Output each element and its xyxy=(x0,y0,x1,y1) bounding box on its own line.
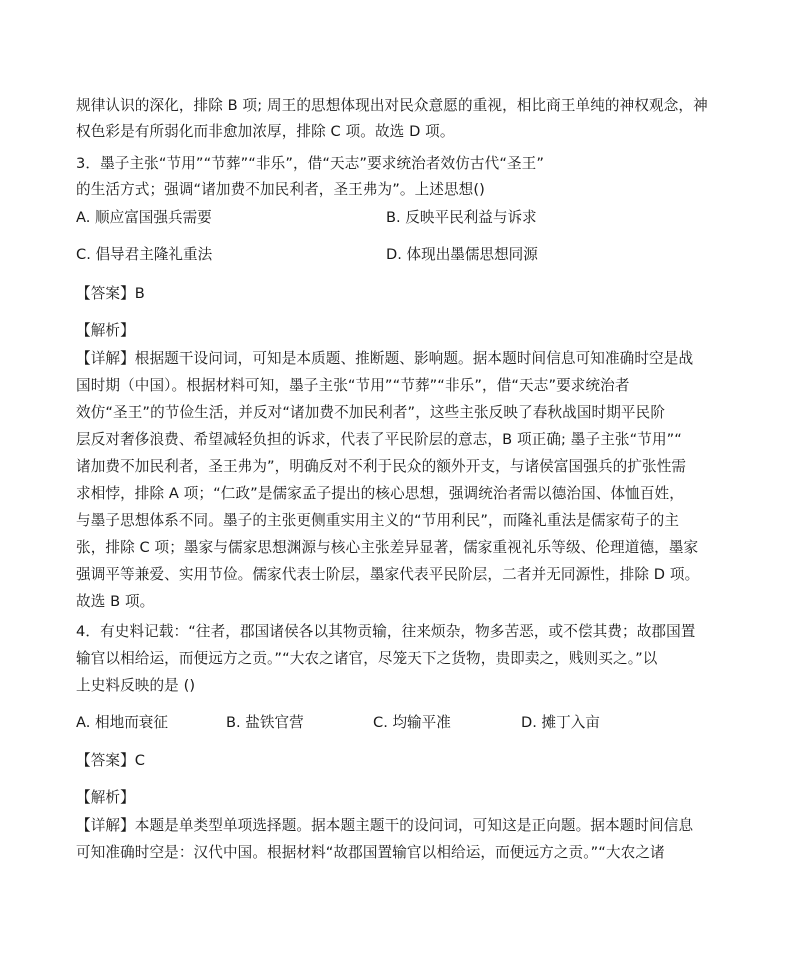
q3-detail-line-5: 诸加费不加民利者，圣王弗为”，明确反对不利于民众的额外开支，与诸侯富国强兵的扩张性需 xyxy=(76,458,687,475)
q4-answer: 【答案】C xyxy=(76,752,146,769)
prev-analysis-line-1: 规律认识的深化，排除 B 项; 周王的思想体现出对民众意愿的重视，相比商王单纯的神权观念，神 xyxy=(76,97,708,114)
q4-detail-line-1: 【详解】本题是单类型单项选择题。据本题主题干的设问词，可知这是正向题。据本题时间信息 xyxy=(76,817,694,834)
q3-option-a: A. 顺应富国强兵需要 xyxy=(76,209,212,226)
q4-stem-line-1: 4．有史料记载：“往者，郡国诸侯各以其物贡输，往来烦杂，物多苦恶，或不偿其费；故郡国置 xyxy=(76,623,696,640)
q3-option-d: D. 体现出墨儒思想同源 xyxy=(386,246,538,263)
q4-option-b: B. 盐铁官营 xyxy=(226,714,304,731)
q3-detail-line-6: 求相悖，排除 A 项；“仁政”是儒家孟子提出的核心思想，强调统治者需以德治国、体恤百姓， xyxy=(76,485,684,502)
q3-option-b: B. 反映平民利益与诉求 xyxy=(386,209,537,226)
q4-stem-line-3: 上史料反映的是 () xyxy=(76,677,196,694)
prev-analysis-line-2: 权色彩是有所弱化而非愈加浓厚，排除 C 项。故选 D 项。 xyxy=(76,123,455,140)
q4-option-c: C. 均输平准 xyxy=(373,714,451,731)
q4-stem-line-2: 输官以相给运，而便远方之贡。”“大农之诸官，尽笼天下之货物，贵即卖之，贱则买之。”以 xyxy=(76,650,658,667)
q4-analysis-heading: 【解析】 xyxy=(76,789,135,806)
q3-analysis-heading: 【解析】 xyxy=(76,322,135,339)
q3-answer: 【答案】B xyxy=(76,285,145,302)
q4-option-d: D. 摊丁入亩 xyxy=(521,714,600,731)
q3-detail-line-4: 层反对奢侈浪费、希望减轻负担的诉求，代表了平民阶层的意志，B 项正确; 墨子主张“节用”“ xyxy=(76,431,682,448)
q3-detail-line-9: 强调平等兼爱、实用节俭。儒家代表士阶层，墨家代表平民阶层，二者并无同源性，排除 D 项。 xyxy=(76,566,700,583)
q3-detail-line-10: 故选 B 项。 xyxy=(76,593,155,610)
q3-detail-line-3: 效仿“圣王”的节俭生活，并反对“诸加费不加民利者”，这些主张反映了春秋战国时期平民阶 xyxy=(76,404,666,421)
q3-detail-line-7: 与墨子思想体系不同。墨子的主张更侧重实用主义的“节用利民”，而隆礼重法是儒家荀子的主 xyxy=(76,512,680,529)
q3-option-c: C. 倡导君主隆礼重法 xyxy=(76,246,213,263)
q4-detail-line-2: 可知准确时空是：汉代中国。根据材料“故郡国置输官以相给运，而便远方之贡。”“大农之诸 xyxy=(76,844,665,861)
q3-stem-line-2: 的生活方式；强调“诸加费不加民利者，圣王弗为”。上述思想() xyxy=(76,181,485,198)
q3-detail-line-2: 国时期（中国）。根据材料可知，墨子主张“节用”“节葬”“非乐”，借“天志”要求统治者 xyxy=(76,377,630,394)
q4-option-a: A. 相地而衰征 xyxy=(76,714,168,731)
q3-detail-line-8: 张，排除 C 项；墨家与儒家思想渊源与核心主张差异显著，儒家重视礼乐等级、伦理道德，墨家 xyxy=(76,539,699,556)
q3-stem-line-1: 3．墨子主张“节用”“节葬”“非乐”，借“天志”要求统治者效仿古代“圣王” xyxy=(76,155,545,172)
q3-detail-line-1: 【详解】根据题干设问词，可知是本质题、推断题、影响题。据本题时间信息可知准确时空是战 xyxy=(76,350,694,367)
